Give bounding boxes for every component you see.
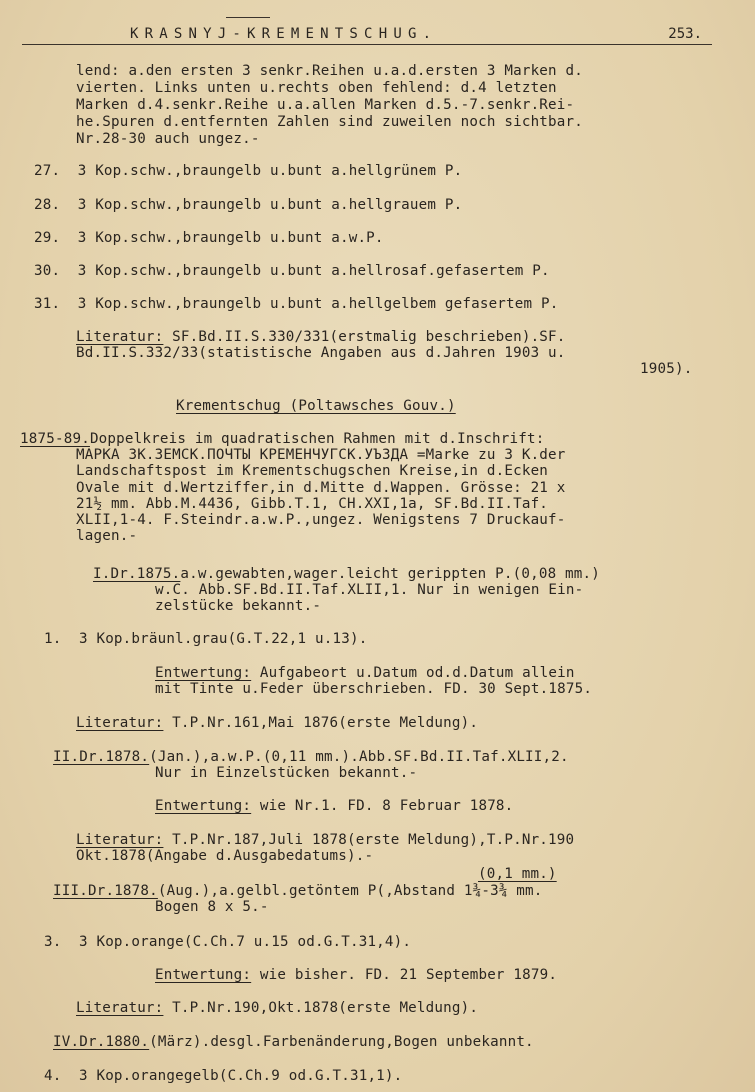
- printing-line: Bogen 8 x 5.-: [155, 899, 269, 915]
- description-line: XLII,1-4. F.Steindr.a.w.P.,ungez. Wenigstens 7 Druckauf-: [76, 512, 566, 528]
- description-line: lagen.-: [76, 528, 138, 544]
- literature-line: Bd.II.S.332/33(statistische Angaben aus d.Jahren 1903 u.: [76, 345, 566, 361]
- gauge-annotation: (0,1 mm.): [478, 866, 557, 882]
- printing-label: II.Dr.1878.: [53, 749, 150, 765]
- issue-years: 1875-89.: [20, 431, 90, 447]
- text-line: vierten. Links unten u.rechts oben fehlend: d.4 letzten: [76, 80, 557, 96]
- description-line: Ovale mit d.Wertziffer,in d.Mitte d.Wappen. Grösse: 21 x: [76, 480, 566, 496]
- text-line: Nr.28-30 auch ungez.-: [76, 131, 260, 147]
- catalog-item: 4. 3 Kop.orangegelb(C.Ch.9 od.G.T.31,1).: [44, 1068, 403, 1084]
- description-line: 21½ mm. Abb.M.4436, Gibb.T.1, CH.XXI,1a, SF.Bd.II.Taf.: [76, 496, 549, 512]
- page-number: 253.: [668, 26, 702, 42]
- catalog-item: 29. 3 Kop.schw.,braungelb u.bunt a.w.P.: [34, 230, 384, 246]
- printing-line: w.C. Abb.SF.Bd.II.Taf.XLII,1. Nur in wenigen Ein-: [155, 582, 584, 598]
- description-line: Landschaftspost im Krementschugschen Kreise,in d.Ecken: [76, 463, 549, 479]
- literature-line: 1905).: [640, 361, 693, 377]
- cancellation-line: mit Tinte u.Feder überschrieben. FD. 30 Sept.1875.: [155, 681, 593, 697]
- printing-line: II.Dr.1878.(Jan.),a.w.P.(0,11 mm.).Abb.SF.Bd.II.Taf.XLII,2.: [53, 749, 569, 765]
- cancellation-label: Entwertung:: [155, 967, 252, 983]
- catalog-item: 3. 3 Kop.orange(C.Ch.7 u.15 od.G.T.31,4).: [44, 934, 412, 950]
- printing-line: IV.Dr.1880.(März).desgl.Farbenänderung,Bogen unbekannt.: [53, 1034, 534, 1050]
- cancellation-line: Entwertung: Aufgabeort u.Datum od.d.Datum allein: [155, 665, 575, 681]
- literature-line: Literatur: T.P.Nr.187,Juli 1878(erste Meldung),T.P.Nr.190: [76, 832, 575, 848]
- description-line: 1875-89.Doppelkreis im quadratischen Rahmen mit d.Inschrift:: [20, 431, 545, 447]
- literature-line: Literatur: T.P.Nr.190,Okt.1878(erste Meldung).: [76, 1000, 479, 1016]
- cancellation-line: Entwertung: wie Nr.1. FD. 8 Februar 1878.: [155, 798, 514, 814]
- literature-label: Literatur:: [76, 1000, 164, 1016]
- catalog-item: 28. 3 Kop.schw.,braungelb u.bunt a.hellgrauem P.: [34, 197, 463, 213]
- catalog-item: 30. 3 Kop.schw.,braungelb u.bunt a.hellrosaf.gefasertem P.: [34, 263, 550, 279]
- text-line: he.Spuren d.entfernten Zahlen sind zuweilen noch sichtbar.: [76, 114, 584, 130]
- header-ornament: [226, 17, 270, 18]
- catalog-item: 27. 3 Kop.schw.,braungelb u.bunt a.hellgrünem P.: [34, 163, 463, 179]
- printing-line: III.Dr.1878.(Aug.),a.gelbl.getöntem P(,Abstand 1¾-3¾ mm.: [53, 883, 543, 899]
- section-heading: Krementschug (Poltawsches Gouv.): [176, 398, 456, 414]
- text-line: lend: a.den ersten 3 senkr.Reihen u.a.d.ersten 3 Marken d.: [76, 63, 584, 79]
- cyrillic-inscription: МАРКА 3К.ЗЕМСК.ПОЧТЫ КРЕМЕНЧУГСК.УЪЗДА: [76, 447, 409, 463]
- catalog-item: 31. 3 Kop.schw.,braungelb u.bunt a.hellgelbem gefasertem P.: [34, 296, 559, 312]
- printing-label: III.Dr.1878.: [53, 883, 158, 899]
- literature-label: Literatur:: [76, 715, 164, 731]
- cancellation-line: Entwertung: wie bisher. FD. 21 September 1879.: [155, 967, 558, 983]
- catalog-item: 1. 3 Kop.bräunl.grau(G.T.22,1 u.13).: [44, 631, 368, 647]
- text-line: Marken d.4.senkr.Reihe u.a.allen Marken d.5.-7.senkr.Rei-: [76, 97, 575, 113]
- cancellation-label: Entwertung:: [155, 798, 252, 814]
- cancellation-label: Entwertung:: [155, 665, 252, 681]
- literature-line: Literatur: T.P.Nr.161,Mai 1876(erste Meldung).: [76, 715, 479, 731]
- literature-label: Literatur:: [76, 832, 164, 848]
- header-title: KRASNYJ-KREMENTSCHUG.: [130, 26, 438, 42]
- printing-label: I.Dr.1875.: [93, 566, 181, 582]
- printing-label: IV.Dr.1880.: [53, 1034, 150, 1050]
- description-line: МАРКА 3К.ЗЕМСК.ПОЧТЫ КРЕМЕНЧУГСК.УЪЗДА =Marke zu 3 K.der: [76, 447, 566, 463]
- literature-line: Literatur: SF.Bd.II.S.330/331(erstmalig beschrieben).SF.: [76, 329, 566, 345]
- printing-line: zelstücke bekannt.-: [155, 598, 322, 614]
- literature-label: Literatur:: [76, 329, 164, 345]
- running-header: [22, 26, 712, 45]
- literature-line: Okt.1878(Angabe d.Ausgabedatums).-: [76, 848, 374, 864]
- printing-line: I.Dr.1875.a.w.gewabten,wager.leicht gerippten P.(0,08 mm.): [93, 566, 601, 582]
- printing-line: Nur in Einzelstücken bekannt.-: [155, 765, 418, 781]
